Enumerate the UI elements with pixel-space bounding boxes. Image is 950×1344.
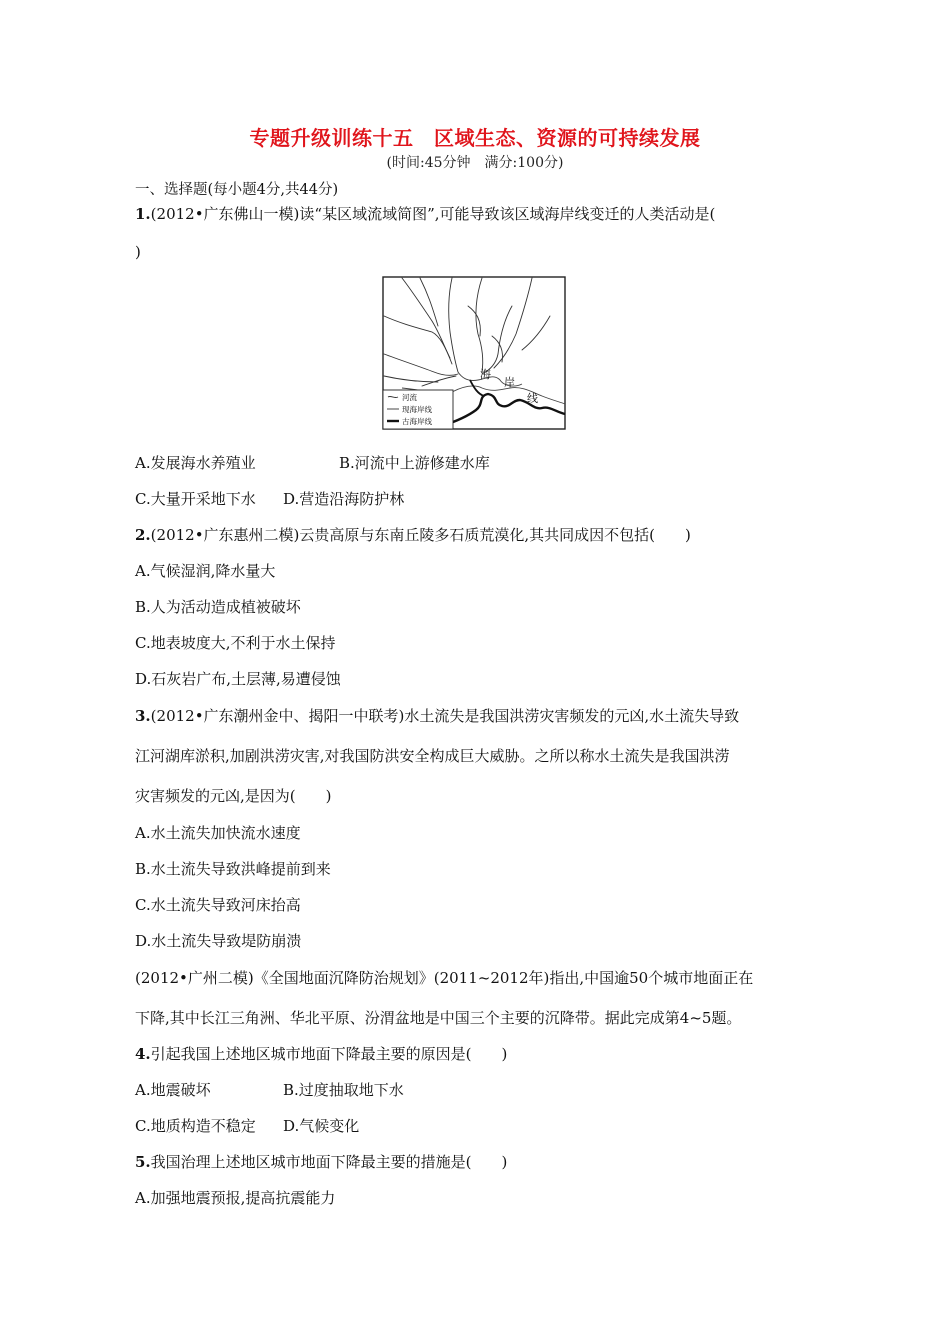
passage-line1: (2012•广州二模)《全国地面沉降防治规划》(2011~2012年)指出,中国逾50个城市地面正在 — [135, 969, 754, 987]
q3-stem-text: (2012•广东潮州金中、揭阳一中联考)水土流失是我国洪涝灾害频发的元凶,水土流失导致 — [150, 707, 740, 725]
map-label-hai: 海 — [480, 368, 491, 381]
q2-number: 2. — [135, 526, 151, 544]
q2-stem-text: (2012•广东惠州二模)云贵高原与东南丘陵多石质荒漠化,其共同成因不包括( ) — [150, 526, 691, 544]
map-legend — [383, 390, 453, 429]
q2-option-d[interactable]: D.石灰岩广布,土层薄,易遭侵蚀 — [135, 670, 341, 688]
q1-options-row2 — [135, 489, 825, 509]
q3-number: 3. — [135, 707, 151, 725]
q4-option-d[interactable]: D.气候变化 — [283, 1117, 360, 1135]
q1-option-c[interactable]: C.大量开采地下水 — [135, 490, 256, 508]
legend-river: 河流 — [402, 393, 417, 402]
q1-stem-line1 — [135, 204, 825, 224]
q2-option-a[interactable]: A.气候湿润,降水量大 — [135, 562, 276, 580]
q3-option-d[interactable]: D.水土流失导致堤防崩溃 — [135, 932, 302, 950]
q2-option-c[interactable]: C.地表坡度大,不利于水土保持 — [135, 634, 336, 652]
q1-stem-text: (2012•广东佛山一模)读“某区域流域简图”,可能导致该区域海岸线变迁的人类活动是( — [150, 205, 716, 223]
q4-options-row1 — [135, 1080, 825, 1100]
q3-stem-line3: 灾害频发的元凶,是因为( ) — [135, 787, 332, 805]
q3-option-a[interactable]: A.水土流失加快流水速度 — [135, 824, 301, 842]
q5-number: 5. — [135, 1153, 151, 1171]
river-basin-map-svg — [382, 276, 566, 430]
section-heading: 一、选择题(每小题4分,共44分) — [135, 182, 339, 198]
q5-stem-text: 我国治理上述地区城市地面下降最主要的措施是( ) — [150, 1153, 508, 1171]
passage-line2: 下降,其中长江三角洲、华北平原、汾渭盆地是中国三个主要的沉降带。据此完成第4~5题。 — [135, 1009, 742, 1027]
q1-option-b[interactable]: B.河流中上游修建水库 — [339, 454, 490, 472]
q2-stem — [135, 525, 825, 545]
legend-modern-coastline: 现海岸线 — [402, 405, 432, 414]
q1-number: 1. — [135, 205, 151, 223]
q1-option-d[interactable]: D.营造沿海防护林 — [283, 490, 405, 508]
q1-options-row1 — [135, 453, 825, 473]
q3-stem-line1 — [135, 706, 825, 726]
q1-stem-line2: ) — [135, 243, 141, 261]
document-subtitle: (时间:45分钟 满分:100分) — [386, 155, 564, 171]
river-basin-map — [382, 276, 566, 430]
q3-stem-line2: 江河湖库淤积,加剧洪涝灾害,对我国防洪安全构成巨大威胁。之所以称水土流失是我国洪涝 — [135, 747, 730, 765]
q3-option-b[interactable]: B.水土流失导致洪峰提前到来 — [135, 860, 331, 878]
legend-ancient-coastline: 古海岸线 — [402, 417, 432, 426]
q4-option-c[interactable]: C.地质构造不稳定 — [135, 1117, 256, 1135]
q3-option-c[interactable]: C.水土流失导致河床抬高 — [135, 896, 301, 914]
q4-option-b[interactable]: B.过度抽取地下水 — [283, 1081, 404, 1099]
q4-stem-text: 引起我国上述地区城市地面下降最主要的原因是( ) — [150, 1045, 508, 1063]
q5-option-a[interactable]: A.加强地震预报,提高抗震能力 — [135, 1189, 336, 1207]
map-label-xian: 线 — [527, 392, 538, 405]
q5-stem — [135, 1152, 825, 1172]
q4-option-a[interactable]: A.地震破坏 — [135, 1081, 211, 1099]
q4-number: 4. — [135, 1045, 151, 1063]
q2-option-b[interactable]: B.人为活动造成植被破坏 — [135, 598, 301, 616]
q4-stem — [135, 1044, 825, 1064]
document-title: 专题升级训练十五 区域生态、资源的可持续发展 — [249, 126, 701, 150]
q4-options-row2 — [135, 1116, 825, 1136]
q1-option-a[interactable]: A.发展海水养殖业 — [135, 454, 256, 472]
map-label-an: 岸 — [504, 376, 515, 389]
